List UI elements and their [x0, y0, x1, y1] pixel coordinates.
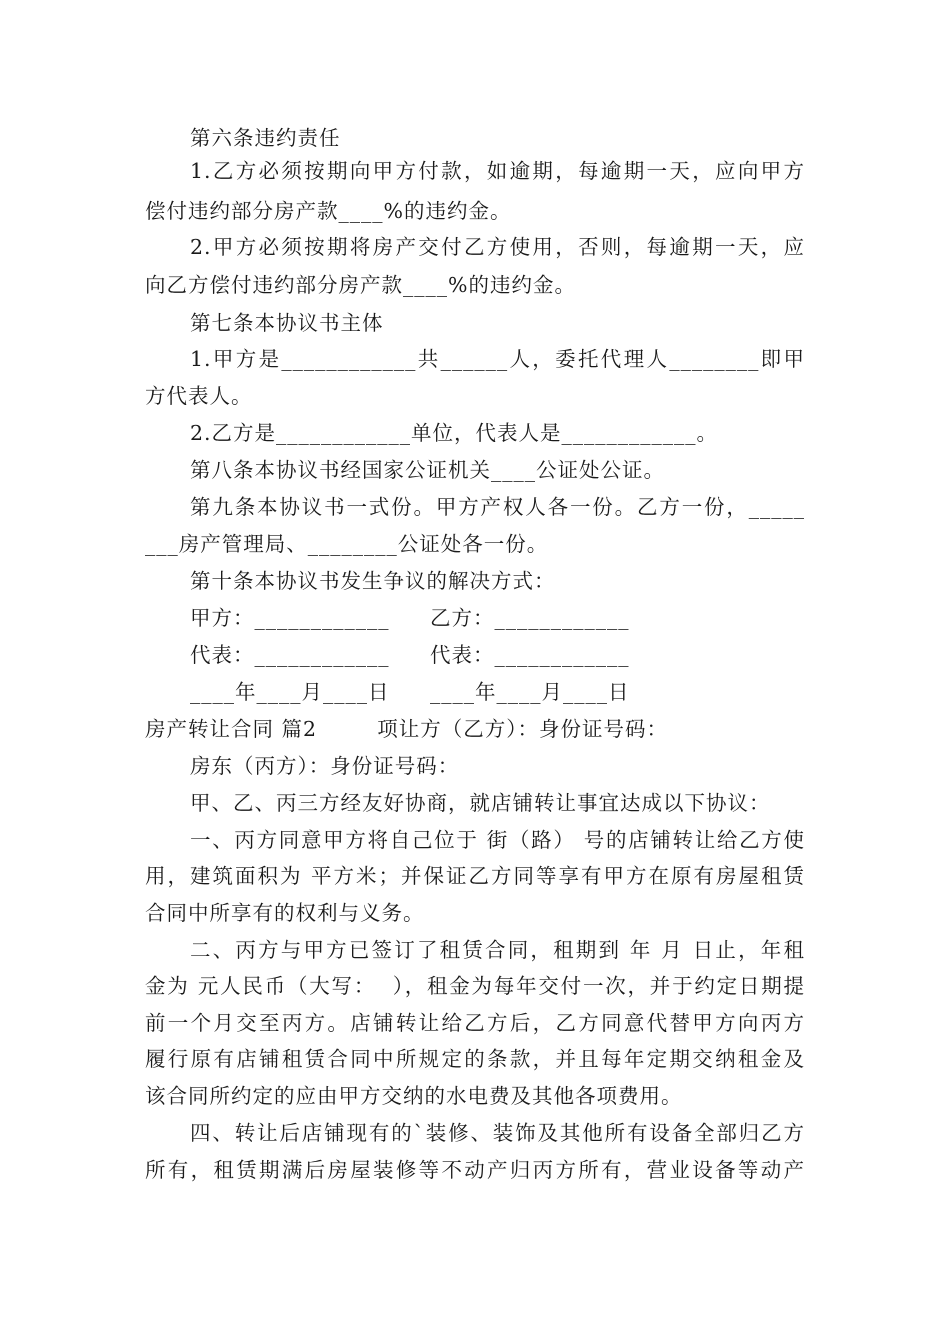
agreement-intro: 甲、乙、丙三方经友好协商，就店铺转让事宜达成以下协议：: [190, 791, 771, 815]
clause-2-line-5: 该合同所约定的应由甲方交纳的水电费及其他各项费用。: [145, 1084, 683, 1108]
clause-1-line-1: 一、丙方同意甲方将自己位于 街（路） 号的店铺转让给乙方使: [190, 828, 805, 852]
article-10: 第十条本协议书发生争议的解决方式：: [190, 569, 556, 593]
party-a-date: ____年____月____日: [190, 680, 390, 704]
article-6-heading: 第六条违约责任: [190, 126, 341, 150]
landlord-party-c: 房东（丙方）：身份证号码：: [190, 754, 460, 778]
party-b-representative: 代表：____________: [430, 643, 630, 667]
party-a-representative: 代表：____________: [190, 643, 390, 667]
clause-2-line-2: 金为 元人民币（大写： ），租金为每年交付一次，并于约定日期提: [145, 974, 805, 998]
article-7-clause-1-line-2: 方代表人。: [145, 384, 253, 408]
article-7-clause-1-line-1: 1.甲方是____________共______人，委托代理人________即甲: [190, 347, 805, 371]
article-6-clause-1-line-2: 偿付违约部分房产款____%的违约金。: [145, 199, 512, 223]
article-6-clause-2-line-2: 向乙方偿付违约部分房产款____%的违约金。: [145, 273, 576, 297]
article-7-clause-2: 2.乙方是____________单位，代表人是____________。: [190, 421, 719, 445]
clause-4-line-1: 四、转让后店铺现有的`装修、装饰及其他所有设备全部归乙方: [190, 1121, 805, 1145]
party-a-signature: 甲方：____________: [190, 606, 390, 630]
article-9-line-2: ___房产管理局、________公证处各一份。: [145, 532, 549, 556]
clause-1-line-3: 合同中所享有的权利与义务。: [145, 901, 425, 925]
party-b-date: ____年____月____日: [430, 680, 630, 704]
article-8: 第八条本协议书经国家公证机关____公证处公证。: [190, 458, 665, 482]
clause-2-line-4: 履行原有店铺租赁合同中所规定的条款，并且每年定期交纳租金及: [145, 1047, 805, 1071]
clause-4-line-2: 所有，租赁期满后房屋装修等不动产归丙方所有，营业设备等动产: [145, 1158, 805, 1182]
article-6-clause-2-line-1: 2.甲方必须按期将房产交付乙方使用，否则，每逾期一天，应: [190, 235, 805, 259]
clause-2-line-1: 二、丙方与甲方已签订了租赁合同，租期到 年 月 日止，年租: [190, 938, 805, 962]
article-7-heading: 第七条本协议书主体: [190, 311, 384, 335]
article-9-line-1: 第九条本协议书一式份。甲方产权人各一份。乙方一份，_____: [190, 495, 805, 519]
contract-2-heading: 房产转让合同 篇2 项让方（乙方）：身份证号码：: [145, 717, 668, 741]
clause-2-line-3: 前一个月交至丙方。店铺转让给乙方后，乙方同意代替甲方向丙方: [145, 1011, 805, 1035]
clause-1-line-2: 用，建筑面积为 平方米；并保证乙方同等享有甲方在原有房屋租赁: [145, 864, 805, 888]
article-6-clause-1-line-1: 1.乙方必须按期向甲方付款，如逾期，每逾期一天，应向甲方: [190, 159, 805, 183]
party-b-signature: 乙方：____________: [430, 606, 630, 630]
